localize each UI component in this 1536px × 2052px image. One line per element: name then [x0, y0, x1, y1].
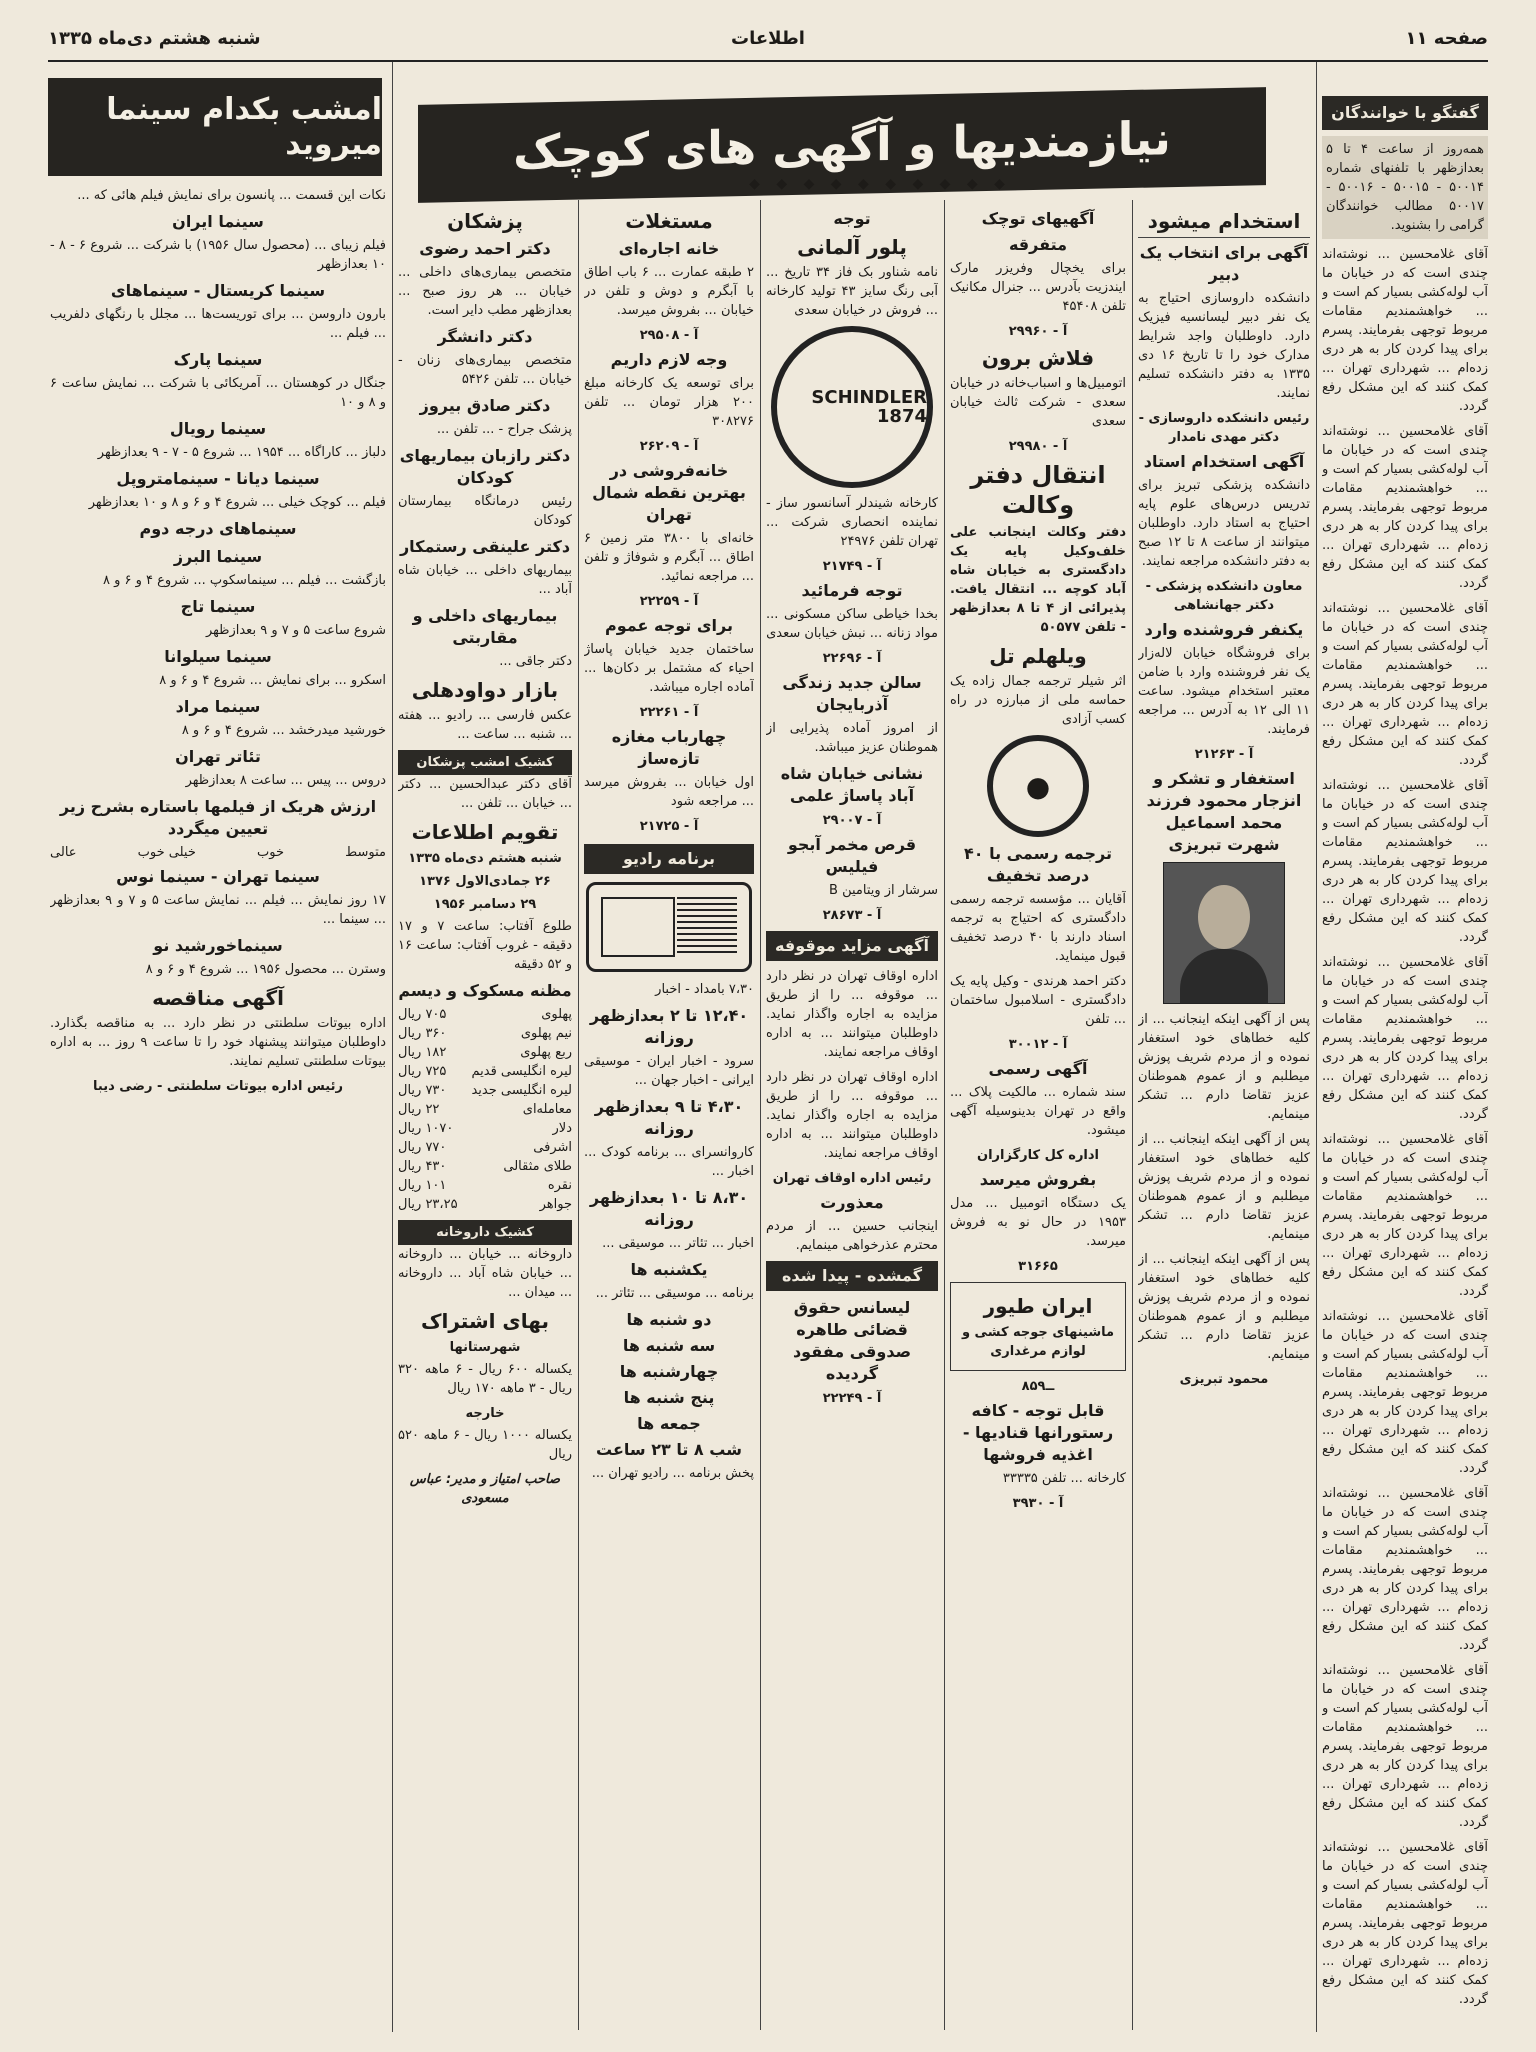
job-ad3-code: آ - ۲۱۲۶۳ — [1194, 747, 1254, 762]
job-ad2-title: آگهی استخدام استاد — [1143, 452, 1305, 471]
exchange-item: جواهر — [539, 1197, 572, 1212]
cinema-program: فیلم ... کوچک خیلی ... شروع ۴ و ۶ و ۸ و ۱۰ بعدازظهر — [88, 495, 386, 510]
exchange-row — [398, 1005, 572, 1024]
exchange-price: ۱۰۷۰ ریال — [398, 1121, 454, 1136]
radio-r3-body: اخبار ... تئاتر ... موسیقی ... — [602, 1236, 754, 1251]
subscription-abroad-body: یکساله ۱۰۰۰ ریال - ۶ ماهه ۵۲۰ ریال — [398, 1428, 572, 1462]
cinema-list — [50, 211, 386, 790]
public-title: برای توجه عموم — [605, 616, 733, 635]
cinema-program: فیلم زیبای ... (محصول سال ۱۹۵۶) با شرکت ... شروع ۶ - ۸ - ۱۰ بعدازظهر — [50, 238, 386, 272]
notices-column — [766, 204, 938, 2030]
page-number: صفحه ۱۱ — [1405, 28, 1488, 49]
attention-body: بخدا خیاطی ساکن مسکونی ... مواد زنانه ... نبش خیابان سعدی — [766, 607, 938, 641]
newspaper-name: اطلاعات — [731, 28, 805, 49]
exchange-row — [398, 1024, 572, 1043]
cinema-program: خورشید میدرخشد ... شروع ۴ و ۶ و ۸ — [181, 723, 386, 738]
radio-r9: جمعه ها — [637, 1414, 701, 1433]
lost-code: آ - ۲۲۲۴۹ — [822, 1391, 882, 1406]
money-title: وجه لازم داریم — [610, 350, 728, 369]
notice-title: توجه — [833, 209, 871, 228]
public-body: ساختمان جدید خیابان پاساژ احیاء که مشتمل بر دکان‌ها ... آماده اجاره میباشد. — [584, 642, 754, 695]
owner-signature: صاحب امتیاز و مدیر: عباس مسعودی — [409, 1472, 561, 1506]
shop-code: آ - ۲۱۷۲۵ — [639, 819, 699, 834]
pelor-title: پلور آلمانی — [797, 235, 907, 259]
exchange-item: ربع پهلوی — [520, 1045, 572, 1060]
exchange-row — [398, 1157, 572, 1176]
market-body: عکس فارسی ... رادیو ... هفته ... شنبه ... ساعت ... — [398, 708, 572, 742]
cinema-program: جنگال در کوهستان ... آمریکائی با شرکت ... نمایش ساعت ۶ و ۸ و ۱۰ — [50, 376, 386, 410]
doctor2-title: دکتر دانشگر — [437, 327, 533, 346]
readers-column — [1322, 96, 1488, 2026]
iran-tajor-ad — [950, 1282, 1126, 1371]
schindler-code: آ - ۲۱۷۴۹ — [822, 559, 882, 574]
exchange-item: اشرفی — [533, 1140, 572, 1155]
rent-title: مستغلات — [625, 209, 713, 233]
auction-body-2: اداره اوقاف تهران در نظر دارد ... موقوفه ... را از طریق مزایده به اجاره واگذار نماید. داوطلبان میتوانند ... به اداره اوقاف مراجعه نمایند. — [766, 1070, 938, 1161]
spec-title: سینما تهران - سینما نوس — [116, 867, 320, 886]
radio-morning: ۷،۳۰ بامداد - اخبار — [655, 982, 754, 997]
obituary-body-3: پس از آگهی اینکه اینجانب ... از کلیه خطاهای خود استغفار نموده و از مردم شریف پوزش میطلبم و از عموم هموطنان عزیز تقاضا دارم ... تشکر مینمایم. — [1138, 1252, 1310, 1362]
readers-title: گفتگو با خوانندگان — [1322, 96, 1488, 130]
spec2-title: سینماخورشید نو — [153, 936, 283, 955]
tehran-body: خانه‌ای با ۳۸۰۰ متر زمین ۶ اطاق ... آبگرم و شوفاژ و تلفن ... مراجعه نمائید. — [584, 531, 754, 584]
cinema-program: دلباز ... کاراگاه ... ۱۹۵۴ ... شروع ۵ - ۷ - ۹ بعدازظهر — [97, 445, 386, 460]
pharmacy-body: داروخانه ... خیابان ... داروخانه ... خیابان شاه آباد ... داروخانه ... میدان ... — [398, 1247, 572, 1300]
excuse-title: معذورت — [820, 1193, 884, 1212]
spec-body: ۱۷ روز نمایش ... فیلم ... نمایش ساعت ۵ و ۷ و ۹ بعدازظهر ... سینما ... — [50, 893, 386, 927]
tehran-code: آ - ۲۲۲۵۹ — [639, 594, 699, 609]
subscription-city: شهرستانها — [449, 1340, 521, 1355]
subscription-title: بهای اشتراک — [421, 1309, 549, 1333]
rent-column — [584, 204, 754, 2030]
translation-title: ترجمه رسمی با ۴۰ درصد تخفیف — [963, 844, 1113, 885]
job-ad2-sign: معاون دانشکده پزشکی - دکتر جهانشاهی — [1145, 579, 1303, 613]
auction-title: آگهی مزاید موقوفه — [766, 931, 938, 961]
exchange-row — [398, 1195, 572, 1214]
rating-good: خوب — [257, 845, 285, 860]
readers-body-8: آقای غلامحسین ... نوشته‌اند چندی است که در خیابان ما آب لوله‌کشی بسیار کم است و ... خواهشمندیم مقامات مربوط توجهی بفرمایند. پسرم برای پیدا کردن کار به هر دری زده‌ام ... شهرداری تهران ... کمک کنند که این مشکل رفع گردد. — [1322, 1486, 1488, 1653]
readers-body-2: آقای غلامحسین ... نوشته‌اند چندی است که در خیابان ما آب لوله‌کشی بسیار کم است و ... خواهشمندیم مقامات مربوط توجهی بفرمایند. پسرم برای پیدا کردن کار به هر دری زده‌ام ... شهرداری تهران ... کمک کنند که این مشکل رفع گردد. — [1322, 424, 1488, 591]
restaurant-body: کارخانه ... تلفن ۳۳۳۳۵ — [1002, 1471, 1126, 1486]
iran-tajor-title: ایران طیور — [983, 1294, 1093, 1318]
radio-title: برنامه رادیو — [584, 844, 754, 874]
exchange-item: طلای مثقالی — [503, 1159, 572, 1174]
col-sep-2 — [1132, 200, 1133, 2030]
exchange-price: ۷۳۰ ریال — [398, 1083, 447, 1098]
doctors-title: پزشکان — [447, 209, 523, 233]
radio-r8: پنج شنبه ها — [623, 1388, 715, 1407]
shah-code: آ - ۲۹۰۰۷ — [822, 813, 882, 828]
flash-body: اتومبیل‌ها و اسباب‌خانه در خیابان سعدی - شرکت ثالث خیابان سعدی — [950, 376, 1126, 429]
cinema-intro: نکات این قسمت ... پانسون برای نمایش فیلم هائی که ... — [77, 188, 386, 203]
cinema-name: سینماهای درجه دوم — [139, 519, 297, 538]
obituary-sign: محمود تبریزی — [1179, 1372, 1269, 1387]
cinema-name: سینما پارک — [173, 350, 263, 369]
cinema-program: شروع ساعت ۵ و ۷ و ۹ بعدازظهر — [205, 623, 386, 638]
iran-tajor-code: ــ۸۵۹ — [1021, 1379, 1055, 1394]
issue-date: شنبه هشتم دی‌ماه ۱۳۳۵ — [48, 28, 261, 49]
cinema-name: سینما سیلوانا — [164, 647, 272, 666]
auction-body: اداره اوقاف تهران در نظر دارد ... موقوفه ... را از طریق مزایده به اجاره واگذار نماید. داوطلبان میتوانند ... به اداره اوقاف مراجعه نمایند. — [766, 969, 938, 1060]
official-body: سند شماره ... مالکیت پلاک ... واقع در تهران بدینوسیله آگهی میشود. — [950, 1085, 1126, 1138]
cinema-program: اسکرو ... برای نمایش ... شروع ۴ و ۶ و ۸ — [159, 673, 386, 688]
rating-excellent: عالی — [50, 845, 77, 860]
readers-intro: همه‌روز از ساعت ۴ تا ۵ بعدازظهر با تلفنهای شماره ۵۰۰۱۴ - ۵۰۰۱۵ - ۵۰۰۱۶ - ۵۰۰۱۷ مطالب خوانندگان گرامی را بشنوید. — [1322, 136, 1488, 239]
col-sep-6 — [392, 62, 393, 2032]
calendar-day: شنبه هشتم دی‌ماه ۱۳۳۵ — [408, 851, 562, 866]
spec2-body: وسترن ... محصول ۱۹۵۶ ... شروع ۴ و ۶ و ۸ — [145, 962, 386, 977]
kandy-title: اداره کل کارگزاران — [976, 1148, 1100, 1163]
tender-sign: رئیس اداره بیوتات سلطنتی - رضی دیبا — [93, 1079, 343, 1094]
exchange-row — [398, 1100, 572, 1119]
pharmacy-title: کشیک داروخانه — [398, 1220, 572, 1245]
shop-body: اول خیابان ... بفروش میرسد ... مراجعه شود — [584, 775, 754, 809]
exchange-price: ۳۶۰ ریال — [398, 1026, 447, 1041]
rating-avg: متوسط — [345, 845, 386, 860]
col-sep-5 — [578, 200, 579, 2030]
small-ads-title: آگهیهای توچک — [981, 209, 1095, 228]
restaurant-code: آ - ۳۹۳۰ — [1012, 1496, 1064, 1511]
tonight-title: کشیک امشب پزشکان — [398, 750, 572, 775]
lost-body: لیسانس حقوق قضائی طاهره صدوقی مفقود گردیده — [792, 1298, 912, 1383]
exchange-row — [398, 1138, 572, 1157]
iran-tajor-body: ماشینهای جوجه کشی و لوازم مرغداری — [961, 1325, 1115, 1359]
cinema-program: بازگشت ... فیلم ... سینماسکوپ ... شروع ۴ و ۶ و ۸ — [102, 573, 386, 588]
cinema-name: سینما کریستال - سینماهای — [110, 281, 326, 300]
william-tell-body: اثر شیلر ترجمه جمال زاده یک حماسه ملی از مبارزه در راه کسب آزادی — [950, 674, 1126, 727]
exchange-price: ۲۲ ریال — [398, 1102, 440, 1117]
cinema-name: سینما مراد — [175, 697, 261, 716]
doctor4-title: دکتر رازبان بیماریهای کودکان — [399, 446, 571, 487]
job-ad1-title: آگهی برای انتخاب یک دبیر — [1139, 243, 1309, 284]
sale-title: بفروش میرسد — [979, 1170, 1097, 1189]
money-code: آ - ۲۶۲۰۹ — [639, 439, 699, 454]
exchange-price: ۱۰۱ ریال — [398, 1178, 447, 1193]
subscription-abroad: خارجه — [465, 1406, 505, 1421]
transfer-title: انتقال دفتر وکالت — [970, 461, 1106, 519]
readers-body-10: آقای غلامحسین ... نوشته‌اند چندی است که در خیابان ما آب لوله‌کشی بسیار کم است و ... خواهشمندیم مقامات مربوط توجهی بفرمایند. پسرم برای پیدا کردن کار به هر دری زده‌ام ... شهرداری تهران ... کمک کنند که این مشکل رفع گردد. — [1322, 1840, 1488, 2007]
exchange-row — [398, 1062, 572, 1081]
tehran-title: خانه‌فروشی در بهترین نقطه شمال تهران — [592, 461, 746, 524]
cinema-name: سینما دیانا - سینمامتروپل — [116, 469, 320, 488]
exchange-price: ۷۰۵ ریال — [398, 1007, 447, 1022]
shop-title: چهارباب مغازه تازه‌ساز — [611, 727, 727, 768]
translation-code: آ - ۳۰۰۱۲ — [1008, 1037, 1068, 1052]
exchange-price: ۱۸۲ ریال — [398, 1045, 447, 1060]
publisher-logo: ● — [987, 735, 1089, 837]
exchange-price: ۴۳۰ ریال — [398, 1159, 447, 1174]
tender-body: اداره بیوتات سلطنتی در نظر دارد ... به مناقصه بگذارد. داوطلبان میتوانند پیشنهاد خود را تا ساعت ۹ روز ... به اداره بیوتات سلطنتی تسلیم نمایند. — [50, 1016, 386, 1069]
job-ad2-body: دانشکده پزشکی تبریز برای تدریس درس‌های علوم پایه احتیاج به استاد دارد. داوطلبان میتوانند از ساعت ۸ تا ۱۲ صبح به دفتر دانشکده مراجعه نمایند. — [1138, 478, 1310, 569]
flash-code: آ - ۲۹۹۸۰ — [1008, 439, 1068, 454]
exchange-item: نقره — [547, 1178, 572, 1193]
radio-r4-body: برنامه ... موسیقی ... تئاتر ... — [595, 1286, 754, 1301]
exchange-row — [398, 1176, 572, 1195]
readers-body-6: آقای غلامحسین ... نوشته‌اند چندی است که در خیابان ما آب لوله‌کشی بسیار کم است و ... خواهشمندیم مقامات مربوط توجهی بفرمایند. پسرم برای پیدا کردن کار به هر دری زده‌ام ... شهرداری تهران ... کمک کنند که این مشکل رفع گردد. — [1322, 1132, 1488, 1299]
cinema-name: سینما البرز — [173, 547, 263, 566]
pill-title: قرص مخمر آبجو فیلیس — [787, 835, 917, 876]
attention-code: آ - ۲۲۶۹۶ — [822, 651, 882, 666]
pill-code: آ - ۲۸۶۷۳ — [822, 908, 882, 923]
radio-r10: شب ۸ تا ۲۳ ساعت — [596, 1440, 742, 1459]
lawyer-body: دکتر احمد هرندی - وکیل پایه یک دادگستری - اسلامبول ساختمان ... تلفن — [950, 974, 1126, 1027]
life-title: سالن جدید زندگی آذربایجان — [782, 673, 922, 714]
exchange-item: معامله‌ای — [522, 1102, 572, 1117]
doctor5-body: بیماریهای داخلی ... خیابان شاه آباد ... — [398, 563, 572, 597]
house-title: خانه اجاره‌ای — [618, 239, 720, 258]
exchange-item: لیره انگلیسی جدید — [471, 1083, 572, 1098]
flash-title: فلاش برون — [981, 346, 1095, 370]
lost-title: گمشده - پیدا شده — [766, 1261, 938, 1291]
portrait-photo — [1163, 862, 1285, 1004]
cinema-name: تئاتر تهران — [175, 747, 261, 766]
market-title: بازار دواودهلی — [411, 678, 559, 702]
tonight-body: آقای دکتر عبدالحسین ... دکتر ... خیابان ... تلفن ... — [398, 777, 572, 811]
doctor3-body: پزشک جراح - ... تلفن ... — [436, 422, 572, 437]
official-title: آگهی رسمی — [988, 1059, 1088, 1078]
radio-r7: چهارشنبه ها — [619, 1362, 719, 1381]
doctor5-title: دکتر علینقی رستمکار — [399, 537, 571, 556]
doctor6-title: بیماریهای داخلی و مقاربتی — [412, 606, 558, 647]
exchange-row — [398, 1043, 572, 1062]
page-header — [48, 28, 1488, 54]
william-tell-title: ویلهلم تل — [989, 644, 1087, 668]
exchange-item: لیره انگلیسی قدیم — [471, 1064, 572, 1079]
job-ad1-sign: رئیس دانشکده داروسازی - دکتر مهدی نامدار — [1138, 411, 1310, 445]
exchange-table — [398, 1005, 572, 1214]
readers-body-7: آقای غلامحسین ... نوشته‌اند چندی است که در خیابان ما آب لوله‌کشی بسیار کم است و ... خواهشمندیم مقامات مربوط توجهی بفرمایند. پسرم برای پیدا کردن کار به هر دری زده‌ام ... شهرداری تهران ... کمک کنند که این مشکل رفع گردد. — [1322, 1309, 1488, 1476]
cinema-name: سینما ایران — [172, 212, 264, 231]
jobs-title: استخدام میشود — [1147, 209, 1301, 233]
col-sep-1 — [1316, 62, 1317, 2032]
excuse-body: اینجانب حسین ... از مردم محترم عذرخواهی مینمایم. — [766, 1219, 938, 1253]
transfer-body: دفتر وکالت اینجانب علی خلف‌وکیل پایه یک دادگستری به خیابان شاه آباد کوچه ... انتقال یافت. پذیرائی از ۴ تا ۸ بعدازظهر - تلفن ۵۰۵۷۷ — [950, 525, 1126, 635]
obituary-title: استغفار و تشکر و انزجار محمود فرزند محمد اسماعیل شهرت تبریزی — [1146, 769, 1302, 854]
jobs-rule — [1138, 237, 1310, 238]
obituary-body: پس از آگهی اینکه اینجانب ... از کلیه خطاهای خود استغفار نموده و از مردم شریف پوزش میطلبم و از عموم هموطنان عزیز تقاضا دارم ... تشکر مینمایم. — [1138, 1012, 1310, 1122]
attention-title: توجه فرمائید — [801, 581, 903, 600]
small-ads-banner: نیازمندیها و آگهی های کوچک — [418, 87, 1266, 203]
translation-body: آقایان ... مؤسسه ترجمه رسمی دادگستری که احتیاج به ترجمه اسناد دارند با ۴۰ درصد تخفیف قبول مینماید. — [950, 892, 1126, 964]
exchange-item: پهلوی — [541, 1007, 572, 1022]
exchange-row — [398, 1081, 572, 1100]
house-body: ۲ طبقه عمارت ... ۶ باب اطاق با آبگرم و دوش و تلفن در خیابان ... بفروش میرسد. — [584, 265, 754, 318]
calendar-greg: ۲۹ دسامبر ۱۹۵۶ — [433, 897, 537, 912]
radio-icon — [586, 882, 752, 972]
cinema-program: دروس ... پیس ... ساعت ۸ بعدازظهر — [185, 773, 386, 788]
subscription-body: یکساله ۶۰۰ ریال - ۶ ماهه ۳۲۰ ریال - ۳ ماهه ۱۷۰ ریال — [398, 1362, 572, 1396]
readers-body-1: آقای غلامحسین ... نوشته‌اند چندی است که در خیابان ما آب لوله‌کشی بسیار کم است و ... خواهشمندیم مقامات مربوط توجهی بفرمایند. پسرم برای پیدا کردن کار به هر دری زده‌ام ... شهرداری تهران ... کمک کنند که این مشکل رفع گردد. — [1322, 247, 1488, 414]
readers-body-9: آقای غلامحسین ... نوشته‌اند چندی است که در خیابان ما آب لوله‌کشی بسیار کم است و ... خواهشمندیم مقامات مربوط توجهی بفرمایند. پسرم برای پیدا کردن کار به هر دری زده‌ام ... شهرداری تهران ... کمک کنند که این مشکل رفع گردد. — [1322, 1663, 1488, 1830]
doctor2-body: متخصص بیماری‌های زنان - خیابان ... تلفن ۵۴۲۶ — [398, 353, 572, 387]
calendar-hijri: ۲۶ جمادی‌الاول ۱۳۷۶ — [419, 874, 551, 889]
radio-r1-body: سرود - اخبار ایران - موسیقی ایرانی - اخبار جهان ... — [584, 1054, 754, 1088]
exchange-item: نیم پهلوی — [520, 1026, 572, 1041]
readers-body-5: آقای غلامحسین ... نوشته‌اند چندی است که در خیابان ما آب لوله‌کشی بسیار کم است و ... خواهشمندیم مقامات مربوط توجهی بفرمایند. پسرم برای پیدا کردن کار به هر دری زده‌ام ... شهرداری تهران ... کمک کنند که این مشکل رفع گردد. — [1322, 955, 1488, 1122]
radio-r1: ۱۲،۴۰ تا ۲ بعدازظهر روزانه — [589, 1006, 749, 1047]
exchange-price: ۲۳،۲۵ ریال — [398, 1197, 458, 1212]
calendar-sun: طلوع آفتاب: ساعت ۷ و ۱۷ دقیقه - غروب آفتاب: ساعت ۱۶ و ۵۲ دقیقه — [398, 919, 572, 972]
exchange-item: دلار — [552, 1121, 572, 1136]
shah-title: نشانی خیابان شاه آباد پاساژ علمی — [780, 764, 924, 805]
exchange-price: ۷۷۰ ریال — [398, 1140, 447, 1155]
tender-title: آگهی مناقصه — [152, 986, 284, 1010]
readers-body-3: آقای غلامحسین ... نوشته‌اند چندی است که در خیابان ما آب لوله‌کشی بسیار کم است و ... خواهشمندیم مقامات مربوط توجهی بفرمایند. پسرم برای پیدا کردن کار به هر دری زده‌ام ... شهرداری تهران ... کمک کنند که این مشکل رفع گردد. — [1322, 601, 1488, 768]
exchange-price: ۷۲۵ ریال — [398, 1064, 447, 1079]
cinema-column — [50, 186, 386, 2026]
radio-r2-body: کاروانسرای ... برنامه کودک ... اخبار ... — [584, 1145, 754, 1179]
money-body: برای توسعه یک کارخانه مبلغ ۲۰۰ هزار تومان ... تلفن ۳۰۸۲۷۶ — [584, 376, 754, 429]
cinema-name: سینما رویال — [169, 419, 267, 438]
cinema-name: سینما تاج — [180, 597, 256, 616]
small-ads-column — [950, 204, 1126, 2030]
schindler-logo: SCHINDLER 1874 — [771, 326, 933, 488]
header-rule — [48, 60, 1488, 62]
doctor4-body: رئیس درمانگاه بیمارستان کودکان — [398, 494, 572, 528]
doctor1-body: متخصص بیماری‌های داخلی ... خیابان ... هر روز صبح ... بعدازظهر مطب دایر است. — [398, 265, 572, 318]
sale-body: یک دستگاه اتومبیل ... مدل ۱۹۵۳ در حال نو به فروش میرسد. — [950, 1196, 1126, 1249]
small-ads-sub: متفرقه — [1008, 235, 1068, 254]
doctor1-title: دکتر احمد رضوی — [419, 239, 551, 258]
cinema-program: بارون داروسن ... برای توریست‌ها ... مجلل با رنگهای دلفریب ... فیلم ... — [50, 307, 386, 341]
pill-body: سرشار از ویتامین B — [829, 883, 938, 898]
rating-title: ارزش هریک از فیلمها باستاره بشرح زیر تعیین میگردد — [59, 797, 377, 838]
schindler-body: کارخانه شیندلر آسانسور ساز - نماینده انحصاری شرکت ... تهران تلفن ۲۴۹۷۶ — [766, 496, 938, 549]
job-ad3-title: یکنفر فروشنده وارد — [1144, 620, 1304, 639]
ad-refrigerator-code: آ - ۲۹۹۶۰ — [1008, 324, 1068, 339]
doctor3-title: دکتر صادق بیروز — [419, 396, 551, 415]
col-sep-4 — [760, 200, 761, 2030]
obituary-body-2: پس از آگهی اینکه اینجانب ... از کلیه خطاهای خود استغفار نموده و از مردم شریف پوزش میطلبم و از عموم هموطنان عزیز تقاضا دارم ... تشکر مینمایم. — [1138, 1132, 1310, 1242]
ad-refrigerator: برای یخچال وفریزر مارک ایندزیت بآدرس ... جنرال مکانیک تلفن ۴۵۴۰۸ — [950, 261, 1126, 314]
exchange-row — [398, 1119, 572, 1138]
radio-r3: ۸،۳۰ تا ۱۰ بعدازظهر روزانه — [589, 1188, 749, 1229]
radio-r5: دو شنبه ها — [626, 1310, 712, 1329]
radio-r2: ۴،۳۰ تا ۹ بعدازظهر روزانه — [594, 1097, 744, 1138]
rating-verygood: خیلی خوب — [137, 845, 196, 860]
public-code: آ - ۲۲۲۶۱ — [639, 705, 699, 720]
readers-body-4: آقای غلامحسین ... نوشته‌اند چندی است که در خیابان ما آب لوله‌کشی بسیار کم است و ... خواهشمندیم مقامات مربوط توجهی بفرمایند. پسرم برای پیدا کردن کار به هر دری زده‌ام ... شهرداری تهران ... کمک کنند که این مشکل رفع گردد. — [1322, 778, 1488, 945]
cinema-banner: امشب بکدام سینما میروید — [48, 78, 382, 176]
calendar-title: تقویم اطلاعات — [411, 820, 559, 844]
pelor-body: نامه شناور بک فاز ۳۴ تاریخ ... آبی رنگ سایز ۴۳ تولید کارخانه ... فروش در خیابان سعدی — [766, 265, 938, 318]
life-body: از امروز آماده پذیرایی از هموطنان عزیز میباشد. — [766, 721, 938, 755]
sale-code: ۳۱۶۶۵ — [1018, 1259, 1058, 1274]
col-sep-3 — [944, 200, 945, 2030]
doctor6-body: دکتر جاقی ... — [499, 654, 572, 669]
radio-r10-body: پخش برنامه ... رادیو تهران ... — [591, 1466, 754, 1481]
ornament-row: ◆ ◆ ◆ ◆ ◆ ◆ ◆ ◆ ◆ ◆ — [749, 176, 1011, 192]
restaurant-title: قابل توجه - کافه رستورانها قنادیها - اغذیه فروشها — [962, 1401, 1114, 1464]
doctors-column — [398, 204, 572, 2030]
house-code: آ - ۲۹۵۰۸ — [639, 328, 699, 343]
job-ad3-body: برای فروشگاه خیابان لاله‌زار یک نفر فروشنده وارد با ضامن معتبر استخدام میشود. ساعت ۱۱ الی ۱۲ به آدرس ... مراجعه فرمایند. — [1138, 646, 1310, 737]
auction-sign: رئیس اداره اوقاف تهران — [772, 1171, 932, 1186]
jobs-column — [1138, 204, 1310, 2030]
job-ad1-body: دانشکده داروسازی احتیاج به یک نفر دبیر لیسانسیه فیزیک دارد. داوطلبان واجد شرایط مدارک خود را تا تاریخ ۱۶ دی ۱۳۳۵ به دفتر دانشکده تسلیم نمایند. — [1138, 291, 1310, 401]
exchange-title: مظنه مسکوک و دیسم — [398, 981, 572, 1000]
rating-scale — [50, 843, 386, 862]
radio-r4: یکشنبه ها — [630, 1260, 708, 1279]
radio-r6: سه شنبه ها — [622, 1336, 716, 1355]
